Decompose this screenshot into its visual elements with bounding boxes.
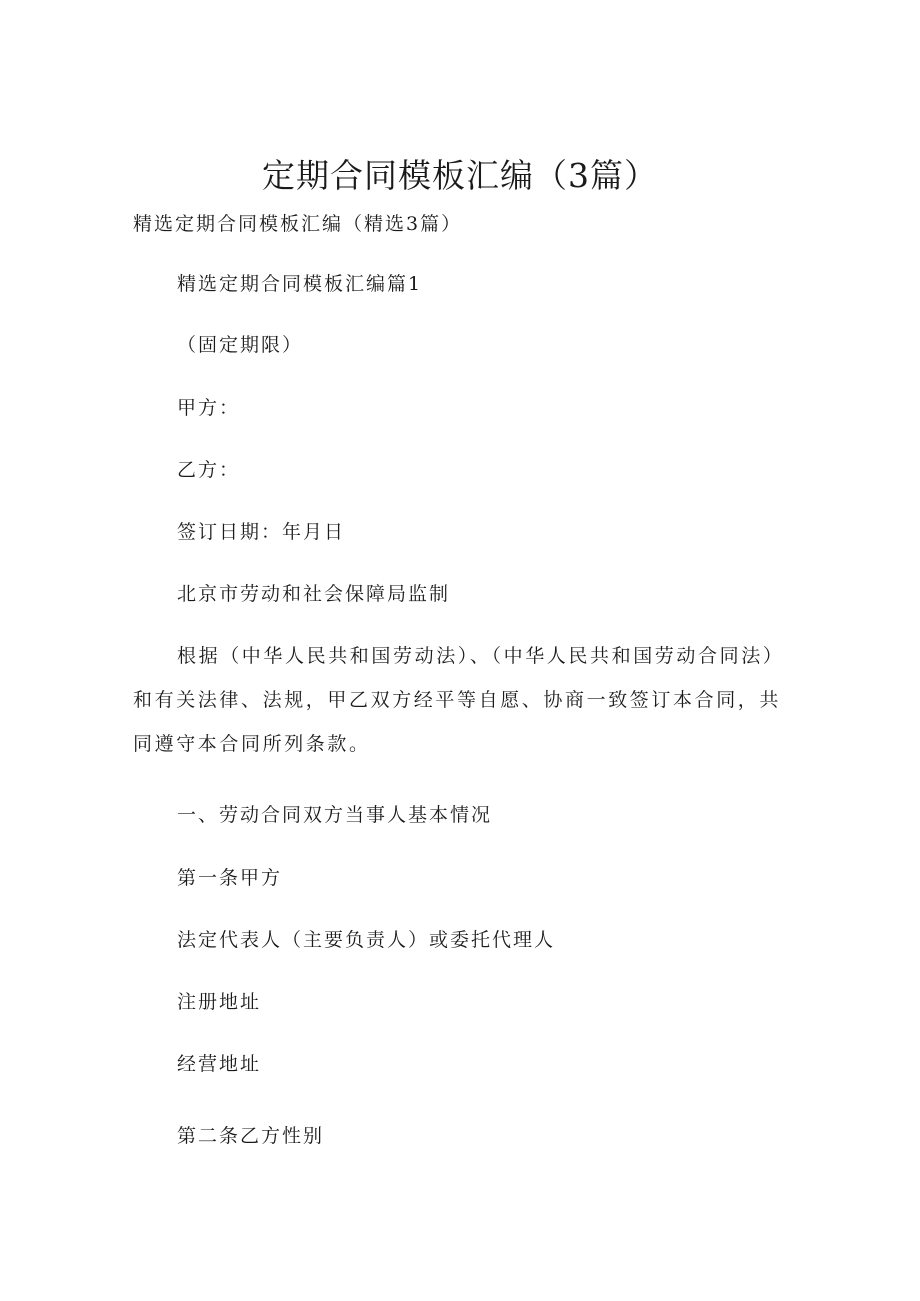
document-subtitle: 精选定期合同模板汇编（精选3篇） [133, 213, 463, 235]
article-1: 第一条甲方 [177, 867, 283, 889]
document-title: 定期合同模板汇编（3篇） [262, 156, 658, 195]
sign-date: 签订日期：年月日 [177, 521, 346, 543]
supervisor-line: 北京市劳动和社会保障局监制 [177, 583, 451, 605]
party-b-label: 乙方： [177, 459, 241, 481]
legal-representative: 法定代表人（主要负责人）或委托代理人 [177, 929, 556, 951]
preamble-paragraph: 根据（中华人民共和国劳动法）、（中华人民共和国劳动合同法）和有关法律、法规，甲乙双方经平等自愿、协商一致签订本合同，共同遵守本合同所列条款。 [133, 645, 782, 755]
registered-address: 注册地址 [177, 991, 262, 1013]
party-a-label: 甲方： [177, 397, 241, 419]
chapter-1-heading: 一、劳动合同双方当事人基本情况 [177, 804, 493, 826]
article-2: 第二条乙方性别 [177, 1125, 325, 1147]
section-heading: 精选定期合同模板汇编篇1 [177, 273, 423, 295]
business-address: 经营地址 [177, 1053, 262, 1075]
term-type: （固定期限） [177, 334, 304, 356]
